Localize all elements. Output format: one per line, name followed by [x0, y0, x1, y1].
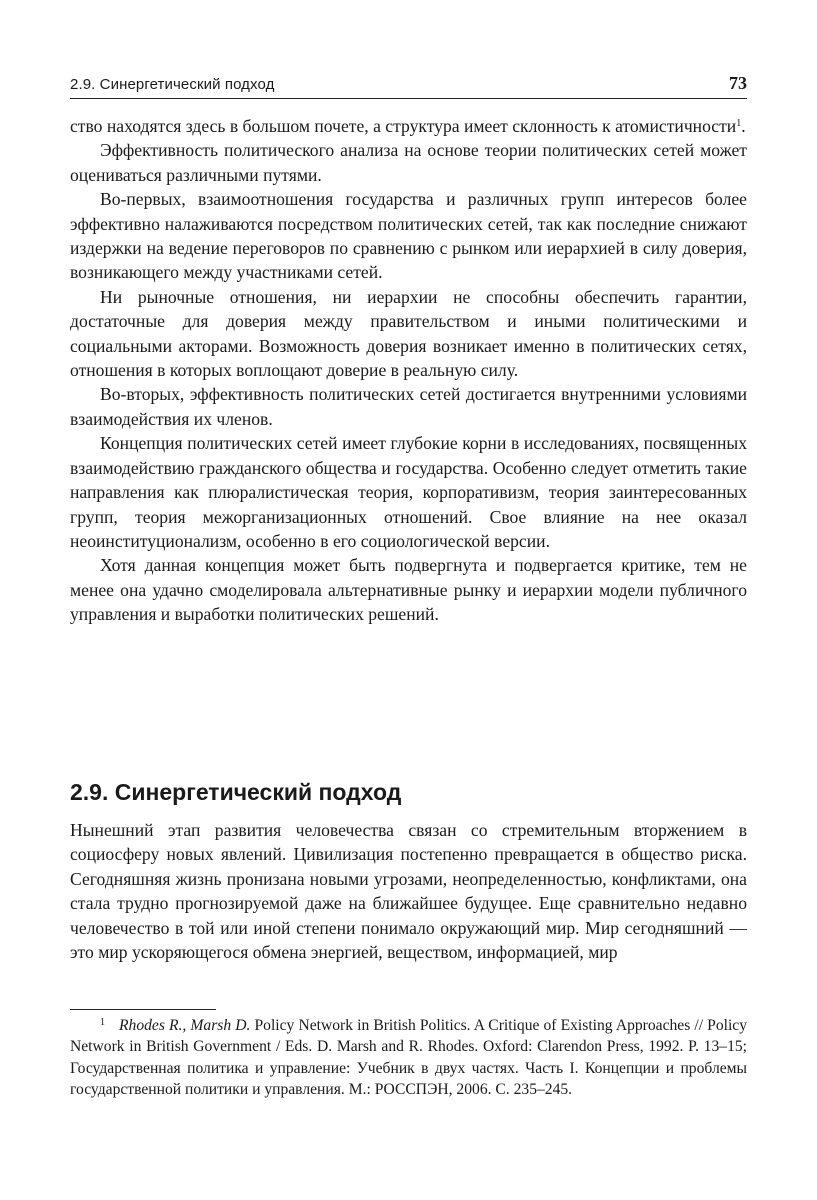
running-title: 2.9. Синергетический подход	[70, 76, 275, 93]
paragraph: Эффективность политического анализа на основе теории политических сетей может оцениваться различными путями.	[70, 140, 747, 185]
section-heading: 2.9. Синергетический подход	[70, 779, 402, 805]
body-text	[70, 114, 747, 627]
section-body-text	[70, 818, 747, 964]
paragraph: Ни рыночные отношения, ни иерархии не способны обеспечить гарантии, достаточные для доверия между правительством и иными политическими и социальными акторами. Возможность доверия возникает именно в политических сетях, отношения в которых воплощают доверие в реальную силу.	[70, 286, 747, 381]
paragraph: Хотя данная концепция может быть подвергнута и подвергается критике, тем не менее она удачно смоделировала альтернативные рынку и иерархии модели публичного управления и выработки политических решений.	[70, 555, 747, 625]
footnote-text: Policy Network in British Politics. A Critique of Existing Approaches // Policy Network in British Government / Eds. D. Marsh and R. Rhodes. Oxford: Clarendon Press, 1992. P. 13–15; Государственная политика и управление: Учебник в двух частях. Часть I. Концепции и проблемы государственной политики и управления. М.: РОССПЭН, 2006. С. 235–245.	[70, 1017, 747, 1098]
page-number: 73	[729, 73, 747, 93]
footnote-marker: 1	[100, 1017, 105, 1028]
paragraph: Во-вторых, эффективность политических сетей достигается внутренними условиями взаимодействия их членов.	[70, 384, 747, 429]
paragraph: Концепция политических сетей имеет глубокие корни в исследованиях, посвященных взаимодействию гражданского общества и государства. Особенно следует отметить такие направления как плюралистическая теория, корпоративизм, теория заинтересованных групп, теория межорганизационных отношений. Свое влияние на нее оказал неоинституционализм, особенно в его социологической версии.	[70, 433, 747, 551]
paragraph-continuation: ство находятся здесь в большом почете, а структура имеет склонность к атомистичности$^1$.	[70, 116, 746, 136]
footnote-authors: Rhodes R., Marsh D.	[119, 1017, 251, 1034]
paragraph: Нынешний этап развития человечества связан со стремительным вторжением в социосферу новых явлений. Цивилизация постепенно превращается в общество риска. Сегодняшняя жизнь пронизана новыми угрозами, неопределенностью, конфликтами, она стала трудно прогнозируемой даже на ближайшее будущее. Еще сравнительно недавно человечество в той или иной степени понимало окружающий мир. Мир сегодняшний — это мир ускоряющегося обмена энергией, веществом, информацией, мир	[70, 820, 747, 963]
footnote-separator	[70, 1009, 216, 1010]
footnotes	[70, 1015, 747, 1100]
paragraph: Во-первых, взаимоотношения государства и различных групп интересов более эффективно налаживаются посредством политических сетей, так как последние снижают издержки на ведение переговоров по сравнению с рынком или иерархией в силу доверия, возникающего между участниками сетей.	[70, 189, 747, 283]
page-header	[70, 72, 747, 99]
footnote-reference[interactable]: 1	[736, 118, 742, 129]
footnote	[70, 1015, 747, 1100]
